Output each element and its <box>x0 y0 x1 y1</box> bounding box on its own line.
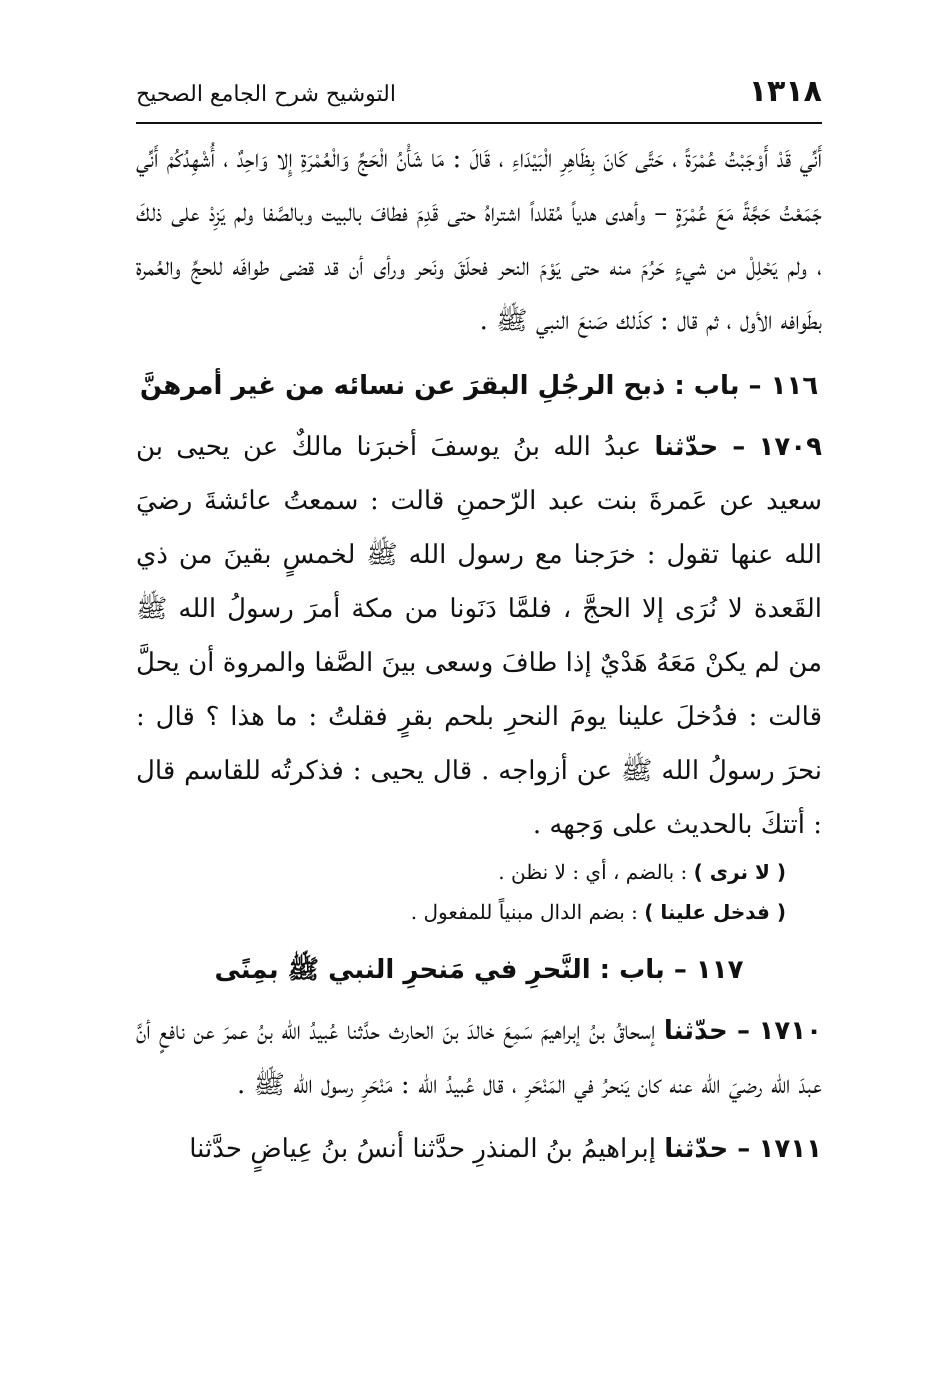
book-page <box>136 70 822 1360</box>
spacer <box>136 1112 822 1122</box>
page-number: ١٣١٨ <box>748 74 822 109</box>
hadith-text: عبدُ الله بنُ يوسفَ أخبرَنا مالكٌ عن يحيى بن سعيد عن عَمرةَ بنت عبد الرّحمنِ قالت : سمعتُ عائشةَ رضيَ الله عنها تقول : خرَجنا مع رسول الله ﷺ لخمسٍ بقينَ من ذي القَعدة لا نُرَى إلا الحجَّ ، فلمَّا دَنَونا من مكة أمرَ رسولُ الله ﷺ من لم يكنْ مَعَهُ هَدْيٌ إذا طافَ وسعى بينَ الصَّفا والمروة أن يحلَّ قالت : فدُخلَ علينا يومَ النحرِ بلحم بقرٍ فقلتُ : ما هذا ؟ قال : نحرَ رسولُ الله ﷺ عن أزواجه . قال يحيى : فذكرتُه للقاسم قال : أتتكَ بالحديث على وَجهه . <box>136 432 822 840</box>
hadith-text: إبراهيمُ بنُ المنذرِ حدَّثنا أنسُ بنُ عِياضٍ حدَّثنا <box>189 1134 657 1164</box>
hadith-number: ١٧١١ <box>758 1134 822 1164</box>
note-line <box>136 892 786 932</box>
chapter-heading-117: ١١٧ – باب : النَّحرِ في مَنحرِ النبي ﷺ بمِنًى <box>214 955 744 985</box>
hadith-1710 <box>136 1004 822 1112</box>
note-text: : بضم الدال مبنياً للمفعول . <box>410 900 645 924</box>
hadith-lead-word: – حدّثنا <box>664 1134 751 1164</box>
page-body <box>136 132 822 1176</box>
note-term: ( لا نرى ) <box>693 860 786 884</box>
hadith-lead-text: حدّثنا <box>663 1016 728 1046</box>
hadith-lead-word: – حدّثنا <box>663 1016 751 1046</box>
note-line <box>136 852 786 892</box>
running-title: التوشيح شرح الجامع الصحيح <box>136 82 396 107</box>
hadith-lead-text: حدّثنا <box>664 1134 729 1164</box>
hadith-number: ١٧٠٩ <box>758 432 822 462</box>
note-term: ( فدخل علينا ) <box>644 900 786 924</box>
header-divider <box>136 122 822 124</box>
hadith-number: ١٧١٠ <box>758 1016 822 1046</box>
continuation-paragraph: أَنِّي قَدْ أَوْجَبْتُ عُمْرَةً ، حَتَّى كَانَ بِظَاهِرِ الْبَيْدَاءِ ، قَالَ : مَا شَأْنُ الْحَجِّ وَالْعُمْرَةِ إِلا وَاحِدٌ ، أُشْهِدُكُمْ أَنِّي جَمَعْتُ حَجَّةً مَعَ عُمْرَةٍ – وأهدى هدياً مُقلداً اشتراهُ حتى قَدِمَ فطافَ بالبيت وبالصَّفا ولم يَزِدْ على ذلكَ ، ولم يَحْلِلْ من شيءٍ حَرُمَ منه حتى يَوْمَ النحر فحلَقَ ونَحر ورأى أن قد قضى طوافَه للحجِّ والعُمرة بطَوافه الأول ، ثم قال : كذَلك صَنعَ النبي ﷺ . <box>136 144 822 336</box>
hadith-lead-word: – حدّثنا <box>654 432 746 462</box>
note-text: : بالضم ، أي : لا نظن . <box>498 860 694 884</box>
hadith-1709 <box>136 420 822 852</box>
hadith-lead-text: حدّثنا <box>654 432 719 462</box>
hadith-text: إسحاقُ بنُ إبراهيمَ سَمِعَ خالدَ بنَ الحارث حدَّثنا عُبيدُ الله بنُ عمرَ عن نافعٍ أنَّ عبدَ الله رضيَ الله عنه كان يَنحرُ في المَنْحَرِ ، قال عُبيدُ الله : مَنْحَرِ رسول الله ﷺ . <box>136 1016 822 1100</box>
hadith-1711 <box>136 1122 822 1176</box>
page-header <box>136 70 822 122</box>
chapter-heading-116: ١١٦ – باب : ذبح الرجُلِ البقرَ عن نسائه من غير أمرهنَّ <box>139 371 819 401</box>
